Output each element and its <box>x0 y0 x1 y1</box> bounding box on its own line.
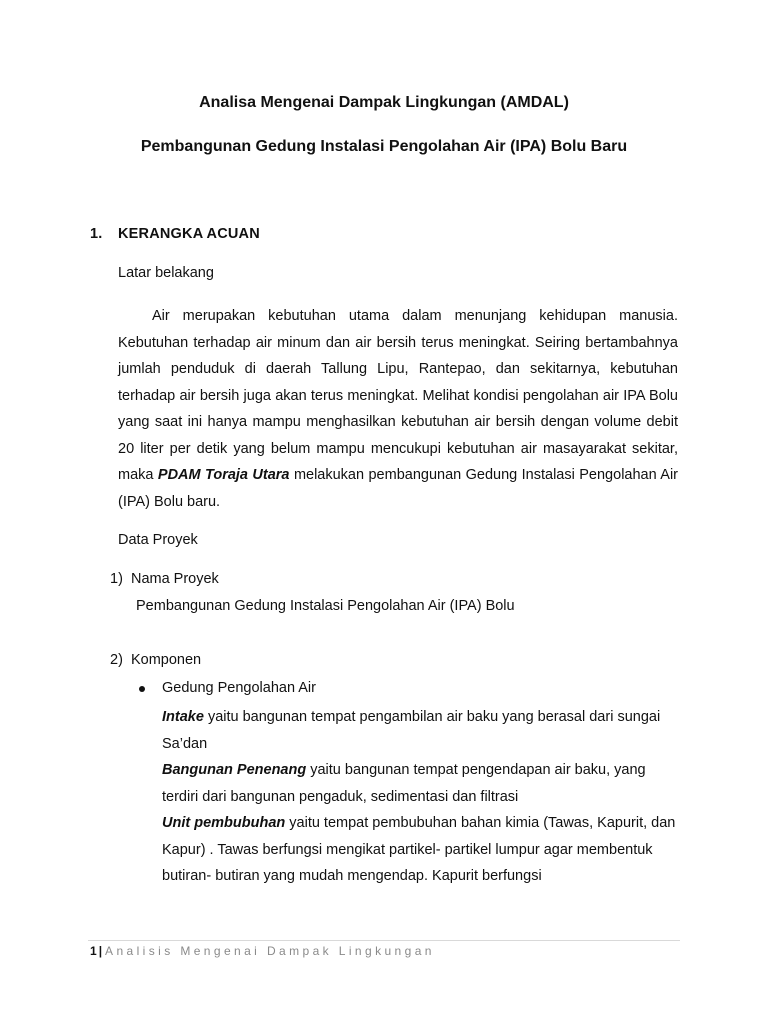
list-number-2: 2) <box>110 652 123 668</box>
footer-text: Analisis Mengenai Dampak Lingkungan <box>105 944 435 958</box>
list-item-komponen <box>110 652 201 668</box>
component-desc: yaitu bangunan tempat pengambilan air baku yang berasal dari sungai Sa’dan <box>162 709 661 752</box>
bullet-icon <box>139 686 145 692</box>
list-label-2: Komponen <box>130 652 202 668</box>
component-intake <box>162 704 682 757</box>
component-term: Unit pembubuhan <box>162 815 286 831</box>
list-label-1: Nama Proyek <box>130 571 219 587</box>
document-subtitle: Pembangunan Gedung Instalasi Pengolahan Air (IPA) Bolu Baru <box>140 138 628 155</box>
page-number: 1 <box>90 944 97 958</box>
component-term: Intake <box>162 709 204 725</box>
latar-belakang-heading: Latar belakang <box>118 265 214 281</box>
paragraph-text-1: Air merupakan kebutuhan utama dalam menunjang kehidupan manusia. Kebutuhan terhadap air minum dan air bersih terus meningkat. Seiring bertambahnya jumlah penduduk di daerah Tallung Lipu, Rantepao, dan sekitarnya, kebutuhan terhadap air bersih juga akan terus meningkat. Melihat kondisi pengolahan air IPA Bolu yang saat ini hanya mampu menghasilkan kebutuhan air bersih dengan volume debit 20 liter per detik yang belum mampu mencukupi kebutuhan air masayarakat sekitar, maka <box>118 308 678 483</box>
paragraph-text-2: melakukan pembangunan Gedung Instalasi Pengolahan Air (IPA) Bolu baru. <box>118 467 679 510</box>
bullet-label: Gedung Pengolahan Air <box>162 680 316 696</box>
section-heading <box>90 226 260 242</box>
section-number: 1. <box>90 226 103 242</box>
pdam-name: PDAM Toraja Utara <box>157 467 290 483</box>
component-desc: yaitu tempat pembubuhan bahan kimia (Tawas, Kapurit, dan Kapur) . Tawas berfungsi mengikat partikel- partikel lumpur agar membentuk butiran- butiran yang mudah mengendap. Kapurit berfungsi <box>162 815 676 884</box>
background-paragraph <box>118 303 678 515</box>
component-desc: yaitu bangunan tempat pengendapan air baku, yang terdiri dari bangunan pengaduk, sedimentasi dan filtrasi <box>162 762 646 805</box>
list-number-1: 1) <box>110 571 123 587</box>
list-item-nama-proyek <box>110 571 219 587</box>
project-name-value: Pembangunan Gedung Instalasi Pengolahan Air (IPA) Bolu <box>136 598 515 614</box>
page-footer <box>90 944 435 958</box>
component-unit-pembubuhan <box>162 810 682 890</box>
section-title: KERANGKA ACUAN <box>118 226 260 242</box>
data-proyek-heading: Data Proyek <box>118 532 198 548</box>
footer-separator: | <box>98 944 103 958</box>
component-term: Bangunan Penenang <box>162 762 307 778</box>
component-bangunan-penenang <box>162 757 682 810</box>
document-title: Analisa Mengenai Dampak Lingkungan (AMDAL) <box>199 94 569 111</box>
footer-divider <box>88 940 680 941</box>
